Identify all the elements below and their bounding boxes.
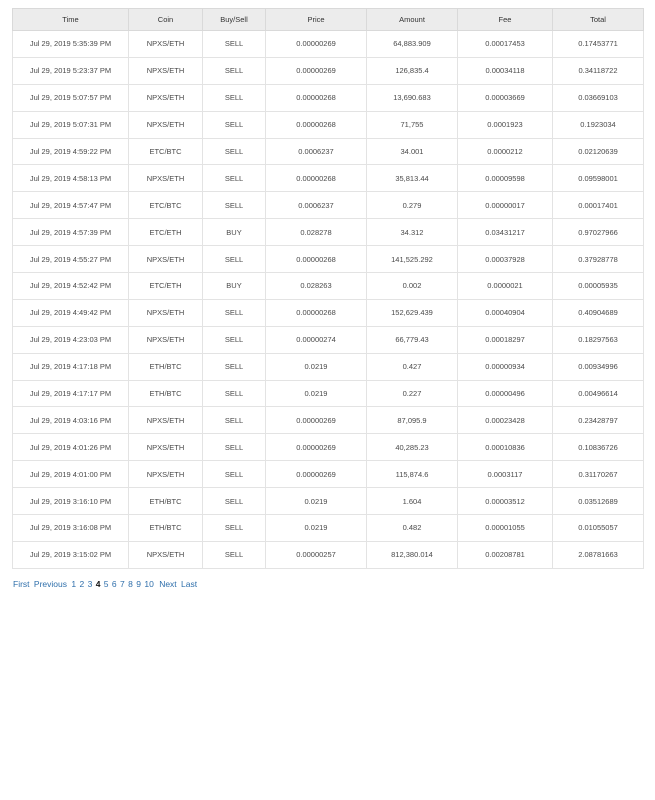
cell-total: 0.34118722	[553, 57, 644, 84]
cell-fee: 0.0000021	[458, 273, 553, 300]
cell-time: Jul 29, 2019 4:49:42 PM	[13, 299, 129, 326]
cell-buy-sell: SELL	[203, 192, 266, 219]
cell-amount: 13,690.683	[367, 84, 458, 111]
cell-price: 0.00000268	[266, 84, 367, 111]
cell-coin: ETC/BTC	[129, 192, 203, 219]
cell-amount: 64,883.909	[367, 31, 458, 58]
cell-total: 0.23428797	[553, 407, 644, 434]
cell-coin: ETH/BTC	[129, 515, 203, 542]
cell-total: 2.08781663	[553, 541, 644, 568]
cell-amount: 40,285.23	[367, 434, 458, 461]
column-header-price[interactable]: Price	[266, 9, 367, 31]
cell-buy-sell: SELL	[203, 353, 266, 380]
cell-total: 0.17453771	[553, 31, 644, 58]
cell-amount: 0.002	[367, 273, 458, 300]
cell-amount: 812,380.014	[367, 541, 458, 568]
cell-amount: 34.312	[367, 219, 458, 246]
cell-fee: 0.0003117	[458, 461, 553, 488]
cell-time: Jul 29, 2019 4:58:13 PM	[13, 165, 129, 192]
table-row	[13, 380, 644, 407]
cell-price: 0.028263	[266, 273, 367, 300]
cell-amount: 152,629.439	[367, 299, 458, 326]
cell-time: Jul 29, 2019 4:23:03 PM	[13, 326, 129, 353]
cell-amount: 115,874.6	[367, 461, 458, 488]
cell-time: Jul 29, 2019 4:57:39 PM	[13, 219, 129, 246]
table-row	[13, 138, 644, 165]
cell-total: 0.03669103	[553, 84, 644, 111]
cell-total: 0.1923034	[553, 111, 644, 138]
cell-total: 0.09598001	[553, 165, 644, 192]
cell-amount: 35,813.44	[367, 165, 458, 192]
table-row	[13, 84, 644, 111]
pagination-page-5[interactable]: 5	[103, 579, 109, 589]
cell-amount: 0.427	[367, 353, 458, 380]
cell-total: 0.00934996	[553, 353, 644, 380]
cell-price: 0.00000269	[266, 434, 367, 461]
table-row	[13, 407, 644, 434]
pagination-next-link[interactable]: Next	[159, 579, 177, 589]
cell-buy-sell: SELL	[203, 407, 266, 434]
cell-fee: 0.00010836	[458, 434, 553, 461]
cell-price: 0.0219	[266, 515, 367, 542]
cell-time: Jul 29, 2019 5:23:37 PM	[13, 57, 129, 84]
table-row	[13, 541, 644, 568]
cell-buy-sell: SELL	[203, 138, 266, 165]
pagination-page-4[interactable]: 4	[95, 579, 101, 589]
pagination-page-3[interactable]: 3	[87, 579, 93, 589]
cell-time: Jul 29, 2019 4:59:22 PM	[13, 138, 129, 165]
cell-fee: 0.00000934	[458, 353, 553, 380]
pagination-page-9[interactable]: 9	[136, 579, 141, 589]
cell-coin: NPXS/ETH	[129, 111, 203, 138]
table-header	[13, 9, 644, 31]
cell-time: Jul 29, 2019 4:17:17 PM	[13, 380, 129, 407]
cell-buy-sell: SELL	[203, 246, 266, 273]
cell-time: Jul 29, 2019 5:07:31 PM	[13, 111, 129, 138]
cell-time: Jul 29, 2019 4:01:26 PM	[13, 434, 129, 461]
cell-time: Jul 29, 2019 3:16:08 PM	[13, 515, 129, 542]
cell-amount: 0.227	[367, 380, 458, 407]
cell-coin: NPXS/ETH	[129, 246, 203, 273]
cell-fee: 0.00208781	[458, 541, 553, 568]
cell-total: 0.01055057	[553, 515, 644, 542]
table-body	[13, 31, 644, 569]
cell-total: 0.97027966	[553, 219, 644, 246]
table-row	[13, 353, 644, 380]
cell-buy-sell: SELL	[203, 111, 266, 138]
table-row	[13, 165, 644, 192]
trade-history-table	[12, 8, 644, 569]
table-row	[13, 57, 644, 84]
table-row	[13, 273, 644, 300]
cell-price: 0.0219	[266, 380, 367, 407]
cell-amount: 0.482	[367, 515, 458, 542]
cell-price: 0.0219	[266, 353, 367, 380]
cell-fee: 0.0000212	[458, 138, 553, 165]
table-row	[13, 461, 644, 488]
cell-fee: 0.00003512	[458, 488, 553, 515]
cell-coin: NPXS/ETH	[129, 407, 203, 434]
cell-amount: 126,835.4	[367, 57, 458, 84]
cell-fee: 0.03431217	[458, 219, 553, 246]
cell-fee: 0.00009598	[458, 165, 553, 192]
cell-total: 0.03512689	[553, 488, 644, 515]
table-row	[13, 31, 644, 58]
pagination-page-8[interactable]: 8	[128, 579, 133, 589]
table-row	[13, 111, 644, 138]
cell-time: Jul 29, 2019 5:07:57 PM	[13, 84, 129, 111]
cell-buy-sell: SELL	[203, 299, 266, 326]
cell-fee: 0.0001923	[458, 111, 553, 138]
cell-buy-sell: SELL	[203, 541, 266, 568]
cell-total: 0.02120639	[553, 138, 644, 165]
cell-buy-sell: SELL	[203, 515, 266, 542]
cell-price: 0.00000268	[266, 299, 367, 326]
cell-coin: NPXS/ETH	[129, 31, 203, 58]
cell-coin: NPXS/ETH	[129, 541, 203, 568]
cell-amount: 0.279	[367, 192, 458, 219]
pagination-first-link[interactable]: First	[13, 579, 30, 589]
cell-amount: 1.604	[367, 488, 458, 515]
cell-price: 0.00000269	[266, 461, 367, 488]
cell-fee: 0.00017453	[458, 31, 553, 58]
cell-time: Jul 29, 2019 4:01:00 PM	[13, 461, 129, 488]
cell-coin: NPXS/ETH	[129, 434, 203, 461]
cell-buy-sell: SELL	[203, 488, 266, 515]
cell-buy-sell: SELL	[203, 31, 266, 58]
cell-buy-sell: SELL	[203, 84, 266, 111]
cell-fee: 0.00037928	[458, 246, 553, 273]
cell-fee: 0.00003669	[458, 84, 553, 111]
pagination-page-numbers	[71, 579, 157, 589]
cell-coin: ETC/BTC	[129, 138, 203, 165]
cell-total: 0.31170267	[553, 461, 644, 488]
cell-time: Jul 29, 2019 4:17:18 PM	[13, 353, 129, 380]
cell-coin: NPXS/ETH	[129, 84, 203, 111]
pagination-page-6[interactable]: 6	[111, 579, 117, 589]
pagination-last-link[interactable]: Last	[181, 579, 198, 589]
cell-time: Jul 29, 2019 3:16:10 PM	[13, 488, 129, 515]
column-header-time[interactable]: Time	[13, 9, 129, 31]
pagination-page-7[interactable]: 7	[120, 579, 125, 589]
cell-price: 0.0006237	[266, 192, 367, 219]
cell-coin: NPXS/ETH	[129, 461, 203, 488]
pagination-page-1[interactable]: 1	[71, 579, 77, 589]
cell-time: Jul 29, 2019 4:03:16 PM	[13, 407, 129, 434]
cell-price: 0.00000269	[266, 31, 367, 58]
cell-coin: NPXS/ETH	[129, 299, 203, 326]
table-row	[13, 488, 644, 515]
cell-total: 0.00017401	[553, 192, 644, 219]
cell-total: 0.00496614	[553, 380, 644, 407]
cell-price: 0.00000268	[266, 165, 367, 192]
cell-price: 0.00000257	[266, 541, 367, 568]
cell-coin: ETH/BTC	[129, 488, 203, 515]
column-header-total[interactable]: Total	[553, 9, 644, 31]
cell-time: Jul 29, 2019 3:15:02 PM	[13, 541, 129, 568]
cell-total: 0.10836726	[553, 434, 644, 461]
cell-buy-sell: SELL	[203, 461, 266, 488]
cell-coin: ETH/BTC	[129, 380, 203, 407]
cell-amount: 34.001	[367, 138, 458, 165]
cell-fee: 0.00018297	[458, 326, 553, 353]
cell-time: Jul 29, 2019 4:52:42 PM	[13, 273, 129, 300]
column-header-amount[interactable]: Amount	[367, 9, 458, 31]
cell-buy-sell: SELL	[203, 380, 266, 407]
cell-coin: NPXS/ETH	[129, 326, 203, 353]
cell-coin: ETC/ETH	[129, 273, 203, 300]
cell-total: 0.18297563	[553, 326, 644, 353]
column-header-fee[interactable]: Fee	[458, 9, 553, 31]
column-header-buy-sell[interactable]: Buy/Sell	[203, 9, 266, 31]
cell-price: 0.00000269	[266, 57, 367, 84]
cell-buy-sell: SELL	[203, 326, 266, 353]
cell-price: 0.028278	[266, 219, 367, 246]
cell-price: 0.0219	[266, 488, 367, 515]
pagination	[13, 579, 199, 589]
table-row	[13, 434, 644, 461]
cell-buy-sell: SELL	[203, 165, 266, 192]
cell-time: Jul 29, 2019 4:57:47 PM	[13, 192, 129, 219]
cell-fee: 0.00034118	[458, 57, 553, 84]
table-row	[13, 192, 644, 219]
cell-price: 0.00000269	[266, 407, 367, 434]
pagination-previous-link[interactable]: Previous	[33, 579, 67, 589]
cell-coin: NPXS/ETH	[129, 57, 203, 84]
cell-total: 0.00005935	[553, 273, 644, 300]
header-row	[13, 9, 644, 31]
table-row	[13, 326, 644, 353]
cell-fee: 0.00001055	[458, 515, 553, 542]
pagination-page-2[interactable]: 2	[79, 579, 85, 589]
cell-price: 0.00000268	[266, 246, 367, 273]
cell-total: 0.40904689	[553, 299, 644, 326]
table-row	[13, 299, 644, 326]
cell-amount: 71,755	[367, 111, 458, 138]
cell-buy-sell: BUY	[203, 219, 266, 246]
table-row	[13, 219, 644, 246]
cell-price: 0.00000268	[266, 111, 367, 138]
cell-buy-sell: SELL	[203, 57, 266, 84]
cell-price: 0.0006237	[266, 138, 367, 165]
pagination-page-10[interactable]: 10	[144, 579, 154, 589]
table-row	[13, 515, 644, 542]
cell-amount: 66,779.43	[367, 326, 458, 353]
cell-amount: 141,525.292	[367, 246, 458, 273]
table-row	[13, 246, 644, 273]
cell-fee: 0.00040904	[458, 299, 553, 326]
column-header-coin[interactable]: Coin	[129, 9, 203, 31]
cell-price: 0.00000274	[266, 326, 367, 353]
cell-buy-sell: SELL	[203, 434, 266, 461]
cell-coin: NPXS/ETH	[129, 165, 203, 192]
cell-total: 0.37928778	[553, 246, 644, 273]
cell-fee: 0.00000496	[458, 380, 553, 407]
cell-time: Jul 29, 2019 5:35:39 PM	[13, 31, 129, 58]
cell-buy-sell: BUY	[203, 273, 266, 300]
cell-time: Jul 29, 2019 4:55:27 PM	[13, 246, 129, 273]
cell-coin: ETC/ETH	[129, 219, 203, 246]
cell-fee: 0.00000017	[458, 192, 553, 219]
cell-coin: ETH/BTC	[129, 353, 203, 380]
cell-amount: 87,095.9	[367, 407, 458, 434]
cell-fee: 0.00023428	[458, 407, 553, 434]
